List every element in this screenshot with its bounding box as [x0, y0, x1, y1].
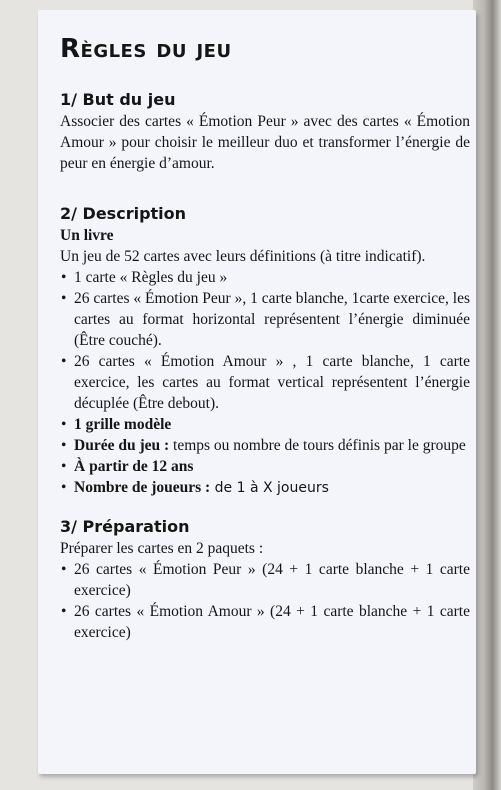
booklet-edge [473, 0, 501, 790]
list-item: • 1 grille modèle [60, 414, 470, 435]
list-item: • 26 cartes « Émotion Amour » (24 + 1 carte blanche + 1 carte exercice) [60, 601, 470, 643]
section-description [60, 202, 470, 499]
section-subheading: Un livre [60, 227, 114, 244]
preparation-list [60, 559, 470, 643]
section-heading: 2/ Description [60, 204, 187, 223]
page-title: Règles du jeu [60, 34, 232, 64]
section-but-du-jeu [60, 88, 470, 174]
list-item: • À partir de 12 ans [60, 456, 470, 477]
section-intro: Préparer les cartes en 2 paquets : [60, 540, 264, 557]
list-item: • Nombre de joueurs : de 1 à X joueurs [60, 477, 470, 499]
list-item: • 26 cartes « Émotion Peur », 1 carte blanche, 1carte exercice, les cartes au format horizontal représentent l’énergie diminuée (Être couché). [60, 288, 470, 351]
page-content [60, 32, 470, 663]
section-heading: 1/ But du jeu [60, 90, 176, 109]
section-heading: 3/ Préparation [60, 517, 190, 536]
list-item: • Durée du jeu : temps ou nombre de tours définis par le groupe [60, 435, 470, 456]
description-list [60, 267, 470, 499]
list-item: • 26 cartes « Émotion Peur » (24 + 1 carte blanche + 1 carte exercice) [60, 559, 470, 601]
section-text: Associer des cartes « Émotion Peur » avec des cartes « Émotion Amour » pour choisir le meilleur duo et transformer l’énergie de peur en énergie d’amour. [60, 113, 470, 172]
booklet-page [38, 10, 476, 774]
section-intro: Un jeu de 52 cartes avec leurs définitions (à titre indicatif). [60, 248, 426, 265]
list-item: • 26 cartes « Émotion Amour » , 1 carte blanche, 1 carte exercice, les cartes au format vertical représentent l’énergie décuplée (Être debout). [60, 351, 470, 414]
list-item: • 1 carte « Règles du jeu » [60, 267, 470, 288]
section-preparation [60, 515, 470, 643]
